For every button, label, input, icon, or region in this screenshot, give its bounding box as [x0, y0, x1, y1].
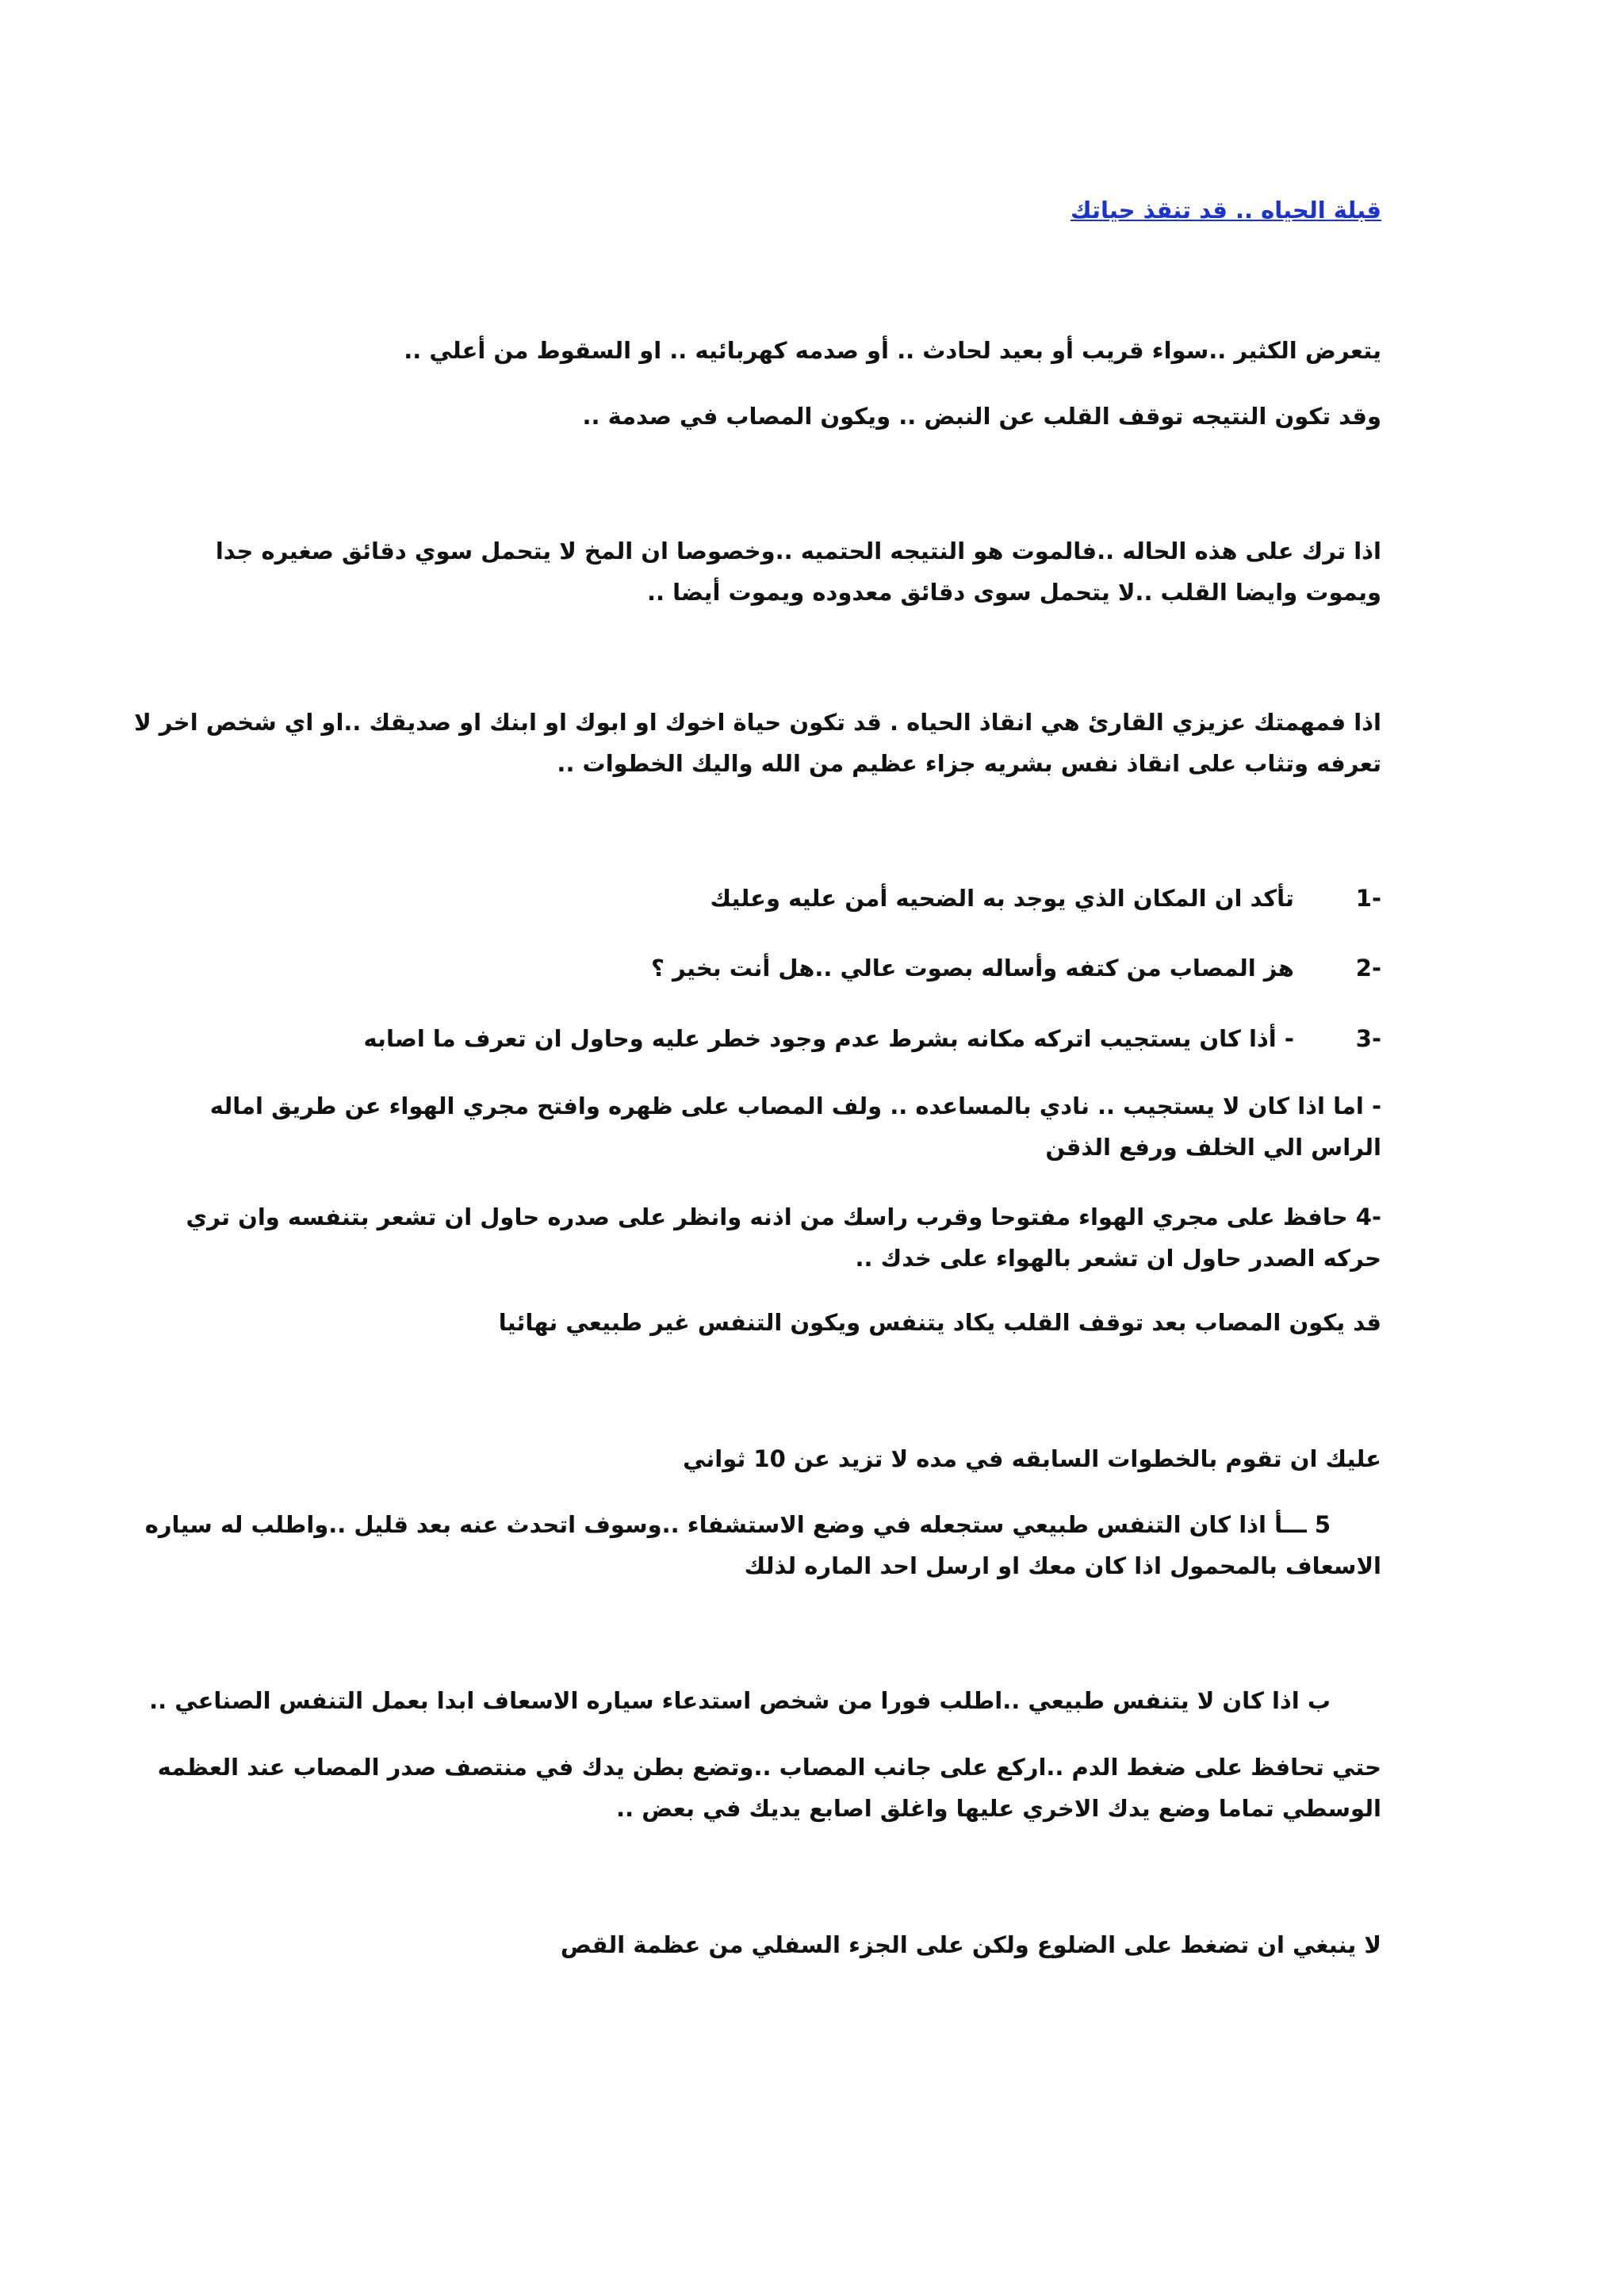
- step-3-number: -3: [1355, 1025, 1381, 1052]
- step-3: [262, 1019, 1381, 1058]
- step-5a-text-1: 5 ـــأ اذا كان التنفس طبيعي ستجعله في وضع الاستشفاء ..وسوف اتحدث عنه بعد قليل ..واطلب له سياره: [144, 1511, 1331, 1538]
- mission-paragraph-line-1: اذا فمهمتك عزيزي القارئ هي انقاذ الحياه . قد تكون حياة اخوك او ابوك او ابنك او صديقك ..او اي شخص اخر لا: [134, 709, 1381, 736]
- no-response-line-1: - اما اذا كان لا يستجيب .. نادي بالمساعده .. ولف المصاب على ظهره وافتح مجري الهواء عن طريق اماله: [209, 1093, 1381, 1119]
- step-4-line-2: حركه الصدر حاول ان تشعر بالهواء على خدك ..: [855, 1245, 1381, 1272]
- step-2-text: هز المصاب من كتفه وأساله بصوت عالي ..هل أنت بخير ؟: [651, 955, 1294, 982]
- step-1-text: تأكد ان المكان الذي يوجد به الضحيه أمن عليه وعليك: [710, 885, 1294, 912]
- blood-pressure-line-2: الوسطي تماما وضع يدك الاخري عليها واغلق اصابع يديك في بعض ..: [616, 1795, 1381, 1822]
- final-note: لا ينبغي ان تضغط على الضلوع ولكن على الجزء السفلي من عظمة القص: [560, 1931, 1381, 1958]
- step-5a-line-1: [144, 1505, 1381, 1544]
- intro-line-2: وقد تكون النتيجه توقف القلب عن النبض .. ويكون المصاب في صدمة ..: [582, 403, 1381, 430]
- intro-line-1: يتعرض الكثير ..سواء قريب أو بعيد لحادث .. أو صدمه كهربائيه .. او السقوط من أعلي ..: [404, 337, 1381, 364]
- mission-paragraph-line-2: تعرفه وتثاب على انقاذ نفس بشريه جزاء عظيم من الله واليك الخطوات ..: [557, 750, 1381, 777]
- no-response-line-2: الراس الي الخلف ورفع الذقن: [1045, 1134, 1381, 1161]
- step-4-line-1: -4 حافظ على مجري الهواء مفتوحا وقرب راسك من اذنه وانظر على صدره حاول ان تشعر بتنفسه وان تري: [186, 1203, 1381, 1230]
- step-1: [262, 878, 1381, 918]
- step-5a-line-2: الاسعاف بالمحمول اذا كان معك او ارسل احد الماره لذلك: [744, 1552, 1381, 1579]
- step-5b-text: ب اذا كان لا يتنفس طبيعي ..اطلب فورا من شخص استدعاء سياره الاسعاف ابدا بعمل التنفس الصناعي ..: [149, 1687, 1331, 1714]
- death-paragraph-line-2: ويموت وايضا القلب ..لا يتحمل سوى دقائق معدوده ويموت أيضا ..: [647, 579, 1381, 606]
- step-5b: [149, 1681, 1381, 1720]
- step-2: [262, 948, 1381, 988]
- step-2-number: -2: [1355, 955, 1381, 982]
- step-1-number: -1: [1355, 885, 1381, 912]
- step-3-text: - أذا كان يستجيب اتركه مكانه بشرط عدم وجود خطر عليه وحاول ان تعرف ما اصابه: [363, 1025, 1294, 1052]
- blood-pressure-line-1: حتي تحافظ على ضغط الدم ..اركع على جانب المصاب ..وتضع بطن يدك في منتصف صدر المصاب عند العظمه: [157, 1754, 1381, 1781]
- document-title-link[interactable]: قبلة الحياه .. قد تنقذ حياتك: [1071, 197, 1381, 224]
- ten-seconds-instruction: عليك ان تقوم بالخطوات السابقه في مده لا تزيد عن 10 ثواني: [683, 1445, 1381, 1472]
- death-paragraph-line-1: اذا ترك على هذه الحاله ..فالموت هو النتيجه الحتميه ..وخصوصا ان المخ لا يتحمل سوي دقائق صغيره جدا: [215, 538, 1381, 564]
- breathing-note: قد يكون المصاب بعد توقف القلب يكاد يتنفس ويكون التنفس غير طبيعي نهائيا: [498, 1309, 1381, 1336]
